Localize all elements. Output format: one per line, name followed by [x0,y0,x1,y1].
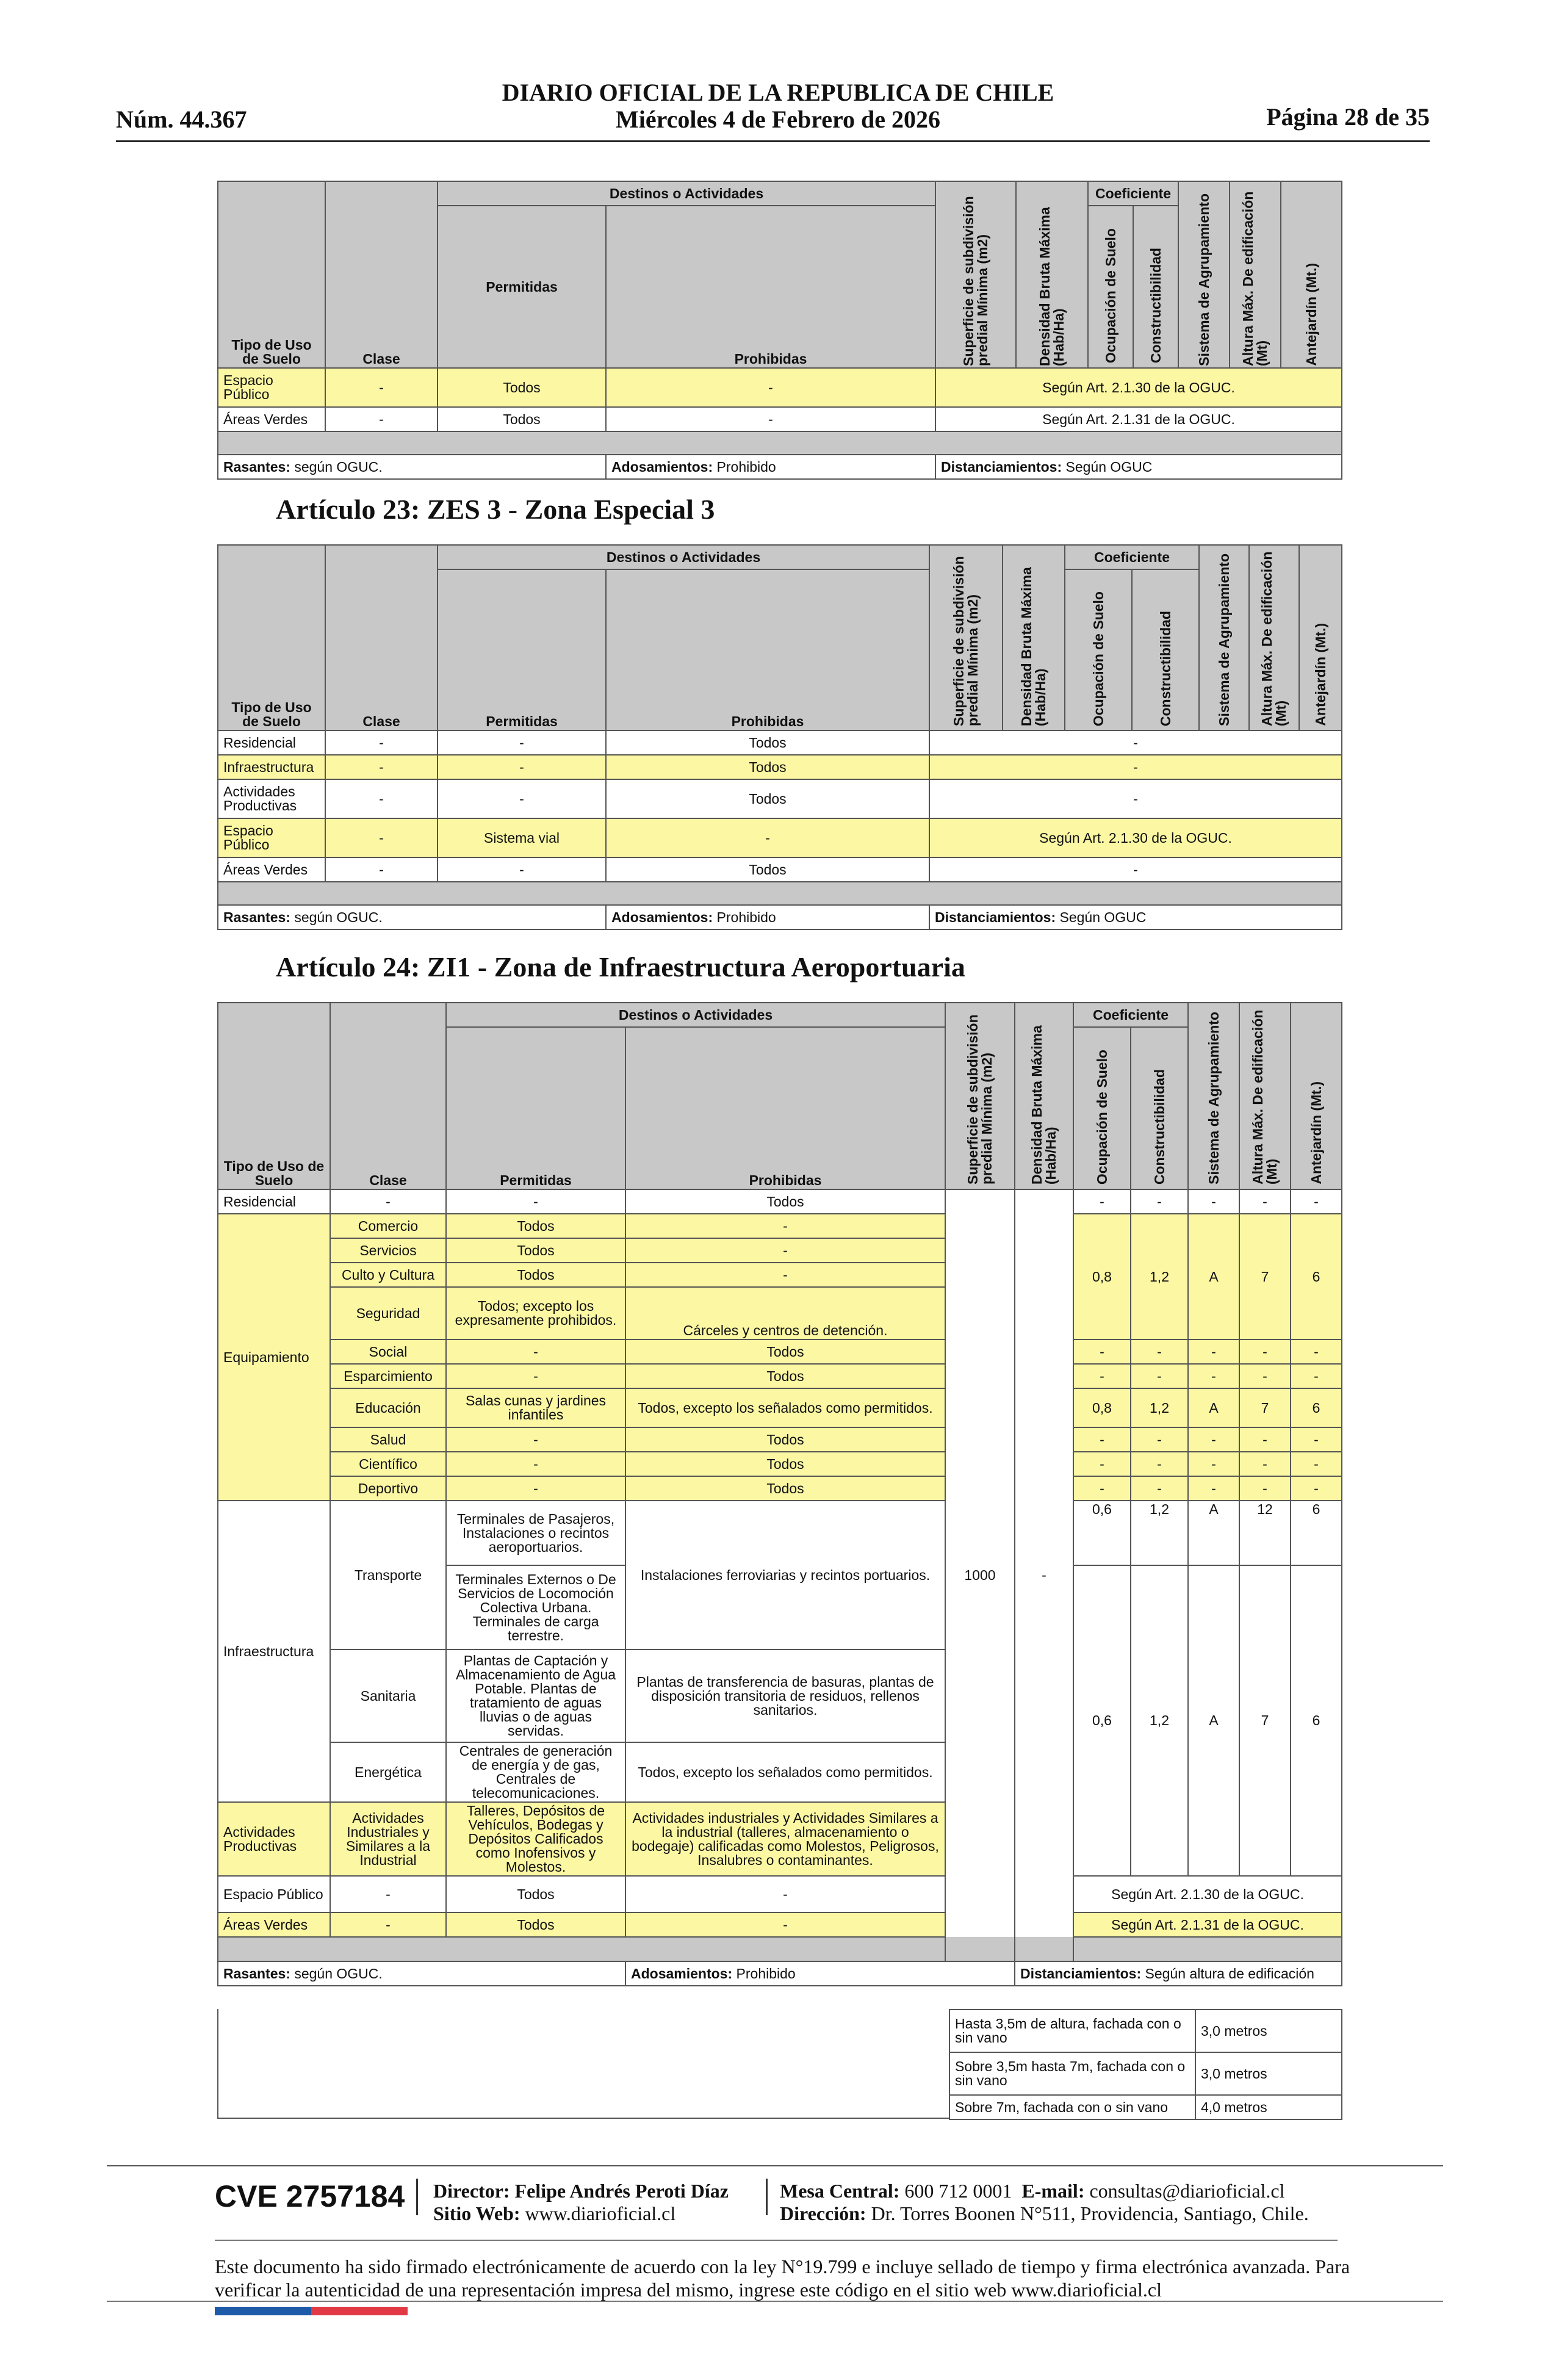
table-row: Áreas Verdes - Todos - Según Art. 2.1.31 de la OGUC. [218,1913,1342,1937]
equipamiento-label: Equipamiento [218,1214,330,1501]
page-number: Página 28 de 35 [1266,103,1430,131]
table-row: Educación Salas cunas y jardines infantiles Todos, excepto los señalados como permitidos. 0,8 1,2 A 7 6 [218,1388,1342,1427]
table-row: Sobre 7m, fachada con o sin vano 4,0 metros [949,2095,1342,2119]
empty-cell [217,2009,949,2119]
article-24-heading: Artículo 24: ZI1 - Zona de Infraestructura Aeroportuaria [276,951,965,983]
zone-table-continued [217,181,1342,480]
footer-rule [107,2165,1443,2166]
table-row: Sobre 3,5m hasta 7m, fachada con o sin vano 3,0 metros [949,2052,1342,2095]
col-tipo: Tipo de Uso de Suelo [218,181,325,368]
table-row: Equipamiento Comercio Todos - 0,8 1,2 A 7 6 [218,1214,1342,1238]
divider [416,2179,418,2215]
col-constructibilidad: Constructibilidad [1133,206,1178,368]
table-row: Áreas Verdes - Todos - Según Art. 2.1.31 de la OGUC. [218,407,1342,431]
superficie-value: 1000 [945,1189,1015,1961]
col-densidad: Densidad Bruta Máxima (Hab/Ha) [1016,181,1088,368]
table-row: Espacio Público - Todos - Según Art. 2.1.30 de la OGUC. [218,368,1342,407]
spacer-row [218,431,1342,455]
site-link[interactable]: www.diarioficial.cl [525,2202,676,2224]
table-row: Científico - Todos - - - - - [218,1452,1342,1476]
art24-table: Tipo de Uso de Suelo Clase Destinos o Actividades Superficie de subdivisión predial Mínima (m2) Densidad Bruta Máxima (Hab/Ha) Coeficiente Sistema de Agrupamiento Altura Máx. De edificación (Mt) Antejardín (Mt.) Permitidas Prohibidas Ocupación de Suelo Constructibilidad Residencial - - Todos 1000 - - - - - - Equipamiento Comercio Todos - 0,8 1,2 A 7 6 Servicios Todos - Culto y Cultura Todos - Seguridad Todos; excepto los expresamente prohibidos. Cárceles y centros de detención. Social - Todos - - - - - Esparcimiento - Todos - - - - - Educación Salas cunas y jardines infantiles Todos, excepto los señalados como permitidos. 0,8 1,2 A 7 6 Salud - Todos - - - - - Científico - Todos - - - - - Deportivo - Todos - - - - - Infraestructura Transporte Terminales de Pasajeros, Instalaciones o recintos aeroportuarios. Instalaciones ferroviarias y recintos portuarios. 0,6 1,2 A 12 6 Terminales Externos o De Servicios de Locomoción Colectiva Urbana. Terminales de carga terrestre. 0,6 1,2 A 7 6 Sanitaria Plantas de Captación y Almacenamiento de Agua Potable. Plantas de tratamiento de aguas lluvias o de aguas servidas. Plantas de transferencia de basuras, plantas de disposición transitoria de residuos, rellenos sanitarios. Energética Centrales de generación de energía y de gas, Centrales de telecomunicaciones. Todos, excepto los señalados como permitidos. Actividades Productivas Actividades Industriales y Similares a la Industrial Talleres, Depósitos de Vehículos, Bodegas y Depósitos Calificados como Inofensivos y Molestos. Actividades industriales y Actividades Similares a la industrial (talleres, almacenamiento o bodegaje) calificadas como Molestos, Peligrosos, Insalubres o contaminantes. Espacio Público - Todos - Según Art. 2.1.30 de la OGUC. Áreas Verdes - Todos - Según Art. 2.1.31 de la OGUC. Rasantes: según OGUC. Adosamientos: Prohibido Distanciamientos: Según altura de edificación [217,1002,1342,1986]
newspaper-title: DIARIO OFICIAL DE LA REPUBLICA DE CHILE [502,79,1054,106]
issue-number: Núm. 44.367 [116,106,247,133]
infraestructura-label: Infraestructura [218,1501,330,1802]
table-row: Servicios Todos - [218,1238,1342,1263]
issue-date: Miércoles 4 de Febrero de 2026 [615,106,941,133]
flag-red-bar [311,2307,408,2315]
table-row: Hasta 3,5m de altura, fachada con o sin vano 3,0 metros [949,2010,1342,2052]
table-row: Salud - Todos - - - - - [218,1427,1342,1452]
col-clase: Clase [325,181,438,368]
col-ocupacion: Ocupación de Suelo [1088,206,1133,368]
table-row: Espacio Público - Todos - Según Art. 2.1.30 de la OGUC. [218,1876,1342,1913]
table-row: Energética Centrales de generación de energía y de gas, Centrales de telecomunicaciones. Todos, excepto los señalados como permitidos. [218,1742,1342,1802]
distanciamientos-table [949,2009,1342,2120]
table-row: Actividades Productivas - - Todos - [218,779,1342,818]
table-row: Culto y Cultura Todos - [218,1263,1342,1287]
col-sistema: Sistema de Agrupamiento [1178,181,1230,368]
footer-rule-3 [107,2301,1443,2302]
divider [766,2179,768,2215]
signature-note: Este documento ha sido firmado electrónicamente de acuerdo con la ley N°19.799 e incluye sellado de tiempo y firma electrónica avanzada. Para verificar la autenticidad de una representación impresa del mismo, ingrese este código en el sitio web www.diarioficial.cl [215,2256,1350,2301]
art23-table: Tipo de Uso de Suelo Clase Destinos o Actividades Superficie de subdivisión predial Mínima (m2) Densidad Bruta Máxima (Hab/Ha) Coeficiente Sistema de Agrupamiento Altura Máx. De edificación (Mt) Antejardín (Mt.) Permitidas Prohibidas Ocupación de Suelo Constructibilidad Residencial - - Todos - Infraestructura - - Todos - Actividades Productivas - - Todos - Espacio Público - Sistema vial - Según Art. 2.1.30 de la OGUC. Áreas Verdes - - Todos - Rasantes: según OGUC. Adosamientos: Prohibido Distanciamientos: Según OGUC [217,544,1342,930]
header-rule [116,140,1430,142]
table-row: Infraestructura Transporte Terminales de Pasajeros, Instalaciones o recintos aeroportuarios. Instalaciones ferroviarias y recintos portuarios. 0,6 1,2 A 12 6 [218,1501,1342,1565]
table-row: Esparcimiento - Todos - - - - - [218,1364,1342,1388]
col-destinos: Destinos o Actividades [438,181,935,206]
rules-row: Rasantes: según OGUC. Adosamientos: Prohibido Distanciamientos: Según OGUC [218,455,1342,479]
table-row: Sanitaria Plantas de Captación y Almacenamiento de Agua Potable. Plantas de tratamiento de aguas lluvias o de aguas servidas. Plantas de transferencia de basuras, plantas de disposición transitoria de residuos, rellenos sanitarios. [218,1650,1342,1742]
email-link[interactable]: consultas@diarioficial.cl [1089,2180,1285,2202]
col-antejardin: Antejardín (Mt.) [1281,181,1342,368]
table-row: Deportivo - Todos - - - - - [218,1476,1342,1501]
table-row: Social - Todos - - - - - [218,1340,1342,1364]
col-coeficiente: Coeficiente [1088,181,1178,206]
table-row: Espacio Público - Sistema vial - Según Art. 2.1.30 de la OGUC. [218,818,1342,857]
densidad-value: - [1015,1189,1073,1961]
col-superficie: Superficie de subdivisión predial Mínima (m2) [935,181,1016,368]
col-altura: Altura Máx. De edificación (Mt) [1230,181,1281,368]
table-row: Seguridad Todos; excepto los expresamente prohibidos. Cárceles y centros de detención. [218,1287,1342,1340]
footer-rule-2 [215,2240,1338,2241]
footer-contact: Mesa Central: 600 712 0001 E-mail: consultas@diarioficial.cl Dirección: Dr. Torres Boonen N°511, Providencia, Santiago, Chile. [780,2180,1309,2224]
table-row: Infraestructura - - Todos - [218,755,1342,779]
spacer-row [218,1937,1342,1961]
table-row: Áreas Verdes - - Todos - [218,857,1342,882]
col-prohibidas: Prohibidas [606,206,935,368]
table-row: Actividades Productivas Actividades Industriales y Similares a la Industrial Talleres, Depósitos de Vehículos, Bodegas y Depósitos Calificados como Inofensivos y Molestos. Actividades industriales y Actividades Similares a la industrial (talleres, almacenamiento o bodegaje) calificadas como Molestos, Peligrosos, Insalubres o contaminantes. [218,1802,1342,1876]
table-row: Residencial - - Todos - [218,730,1342,755]
article-23-heading: Artículo 23: ZES 3 - Zona Especial 3 [276,494,715,525]
col-permitidas: Permitidas [438,206,606,368]
table-row: Terminales Externos o De Servicios de Locomoción Colectiva Urbana. Terminales de carga terrestre. 0,6 1,2 A 7 6 [218,1565,1342,1650]
spacer-row [218,882,1342,905]
rules-row: Rasantes: según OGUC. Adosamientos: Prohibido Distanciamientos: Según OGUC [218,905,1342,929]
flag-blue-bar [215,2307,311,2315]
table-row: Residencial - - Todos 1000 - - - - - - [218,1189,1342,1214]
rules-row: Rasantes: según OGUC. Adosamientos: Prohibido Distanciamientos: Según altura de edificación [218,1961,1342,1986]
cve-code: CVE 2757184 [215,2179,405,2213]
footer-director: Director: Felipe Andrés Peroti Díaz Sitio Web: www.diarioficial.cl [433,2180,729,2224]
